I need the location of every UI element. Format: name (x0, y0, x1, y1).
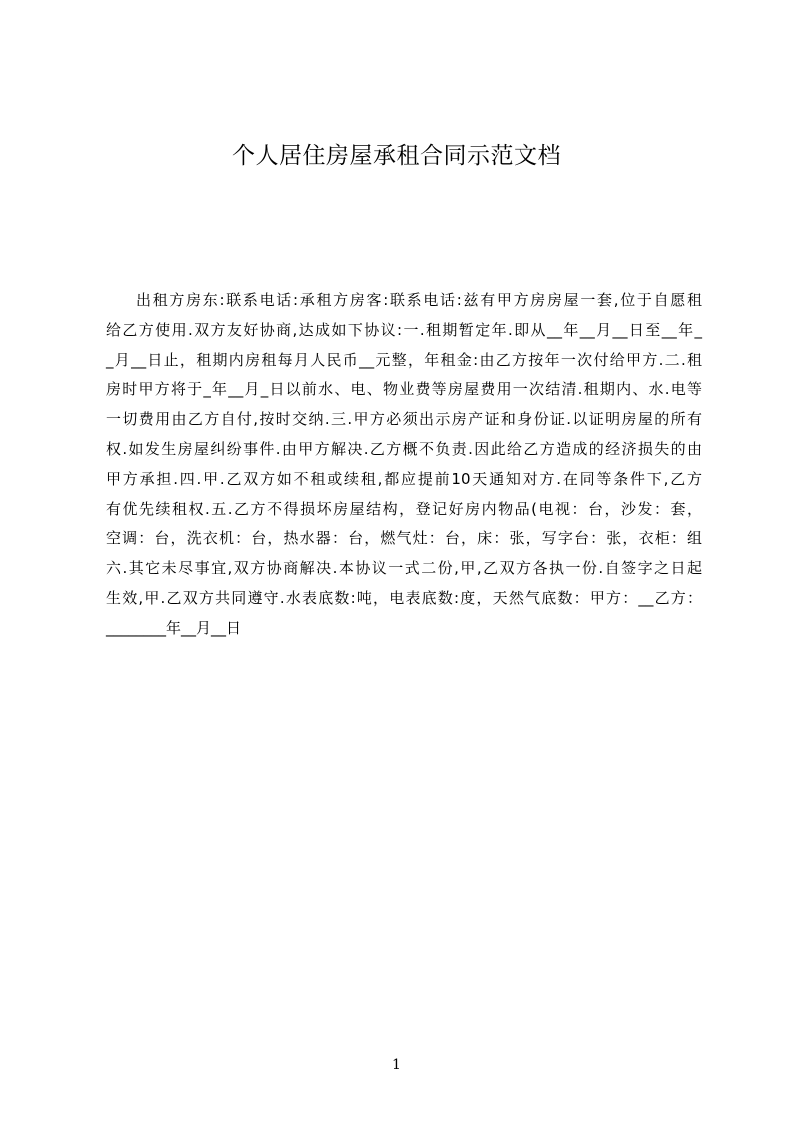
contract-body (106, 286, 702, 644)
body-line-2: 给乙方使用.双方友好协商,达成如下协议:一.租期暂定年.即从__年__月__日至__年_ (106, 320, 702, 339)
body-line-1: 出租方房东:联系电话:承租方房客:联系电话:兹有甲方房房屋一套,位于自愿租 (136, 291, 702, 309)
body-line-9: 空调：台，洗衣机：台，热水器：台，燃气灶：台，床：张，写字台：张，衣柜：组 (106, 529, 702, 548)
body-line-11: 生效,甲.乙双方共同遵守.水表底数:吨，电表底数:度，天然气底数：甲方：__乙方： (106, 588, 702, 607)
document-title: 个人居住房屋承租合同示范文档 (232, 143, 561, 169)
body-line-3: _月__日止，租期内房租每月人民币__元整，年租金:由乙方按年一次付给甲方.二.租 (106, 350, 702, 369)
body-line-8: 有优先续租权.五.乙方不得损坏房屋结构，登记好房内物品(电视：台，沙发：套， (106, 499, 702, 518)
body-line-5: 一切费用由乙方自付,按时交纳.三.甲方必须出示房产证和身份证.以证明房屋的所有 (106, 410, 702, 429)
page-number: 1 (392, 1057, 401, 1073)
body-line-12: ________年__月__日 (106, 618, 242, 637)
body-line-6: 权.如发生房屋纠纷事件.由甲方解决.乙方概不负责.因此给乙方造成的经济损失的由 (106, 439, 702, 458)
body-line-10: 六.其它未尽事宜,双方协商解决.本协议一式二份,甲,乙双方各执一份.自签字之日起 (106, 559, 702, 578)
body-line-7: 甲方承担.四.甲.乙双方如不租或续租,都应提前10天通知对方.在同等条件下,乙方 (106, 469, 702, 488)
body-line-4: 房时甲方将于_年__月_日以前水、电、物业费等房屋费用一次结清.租期内、水.电等 (106, 380, 702, 399)
